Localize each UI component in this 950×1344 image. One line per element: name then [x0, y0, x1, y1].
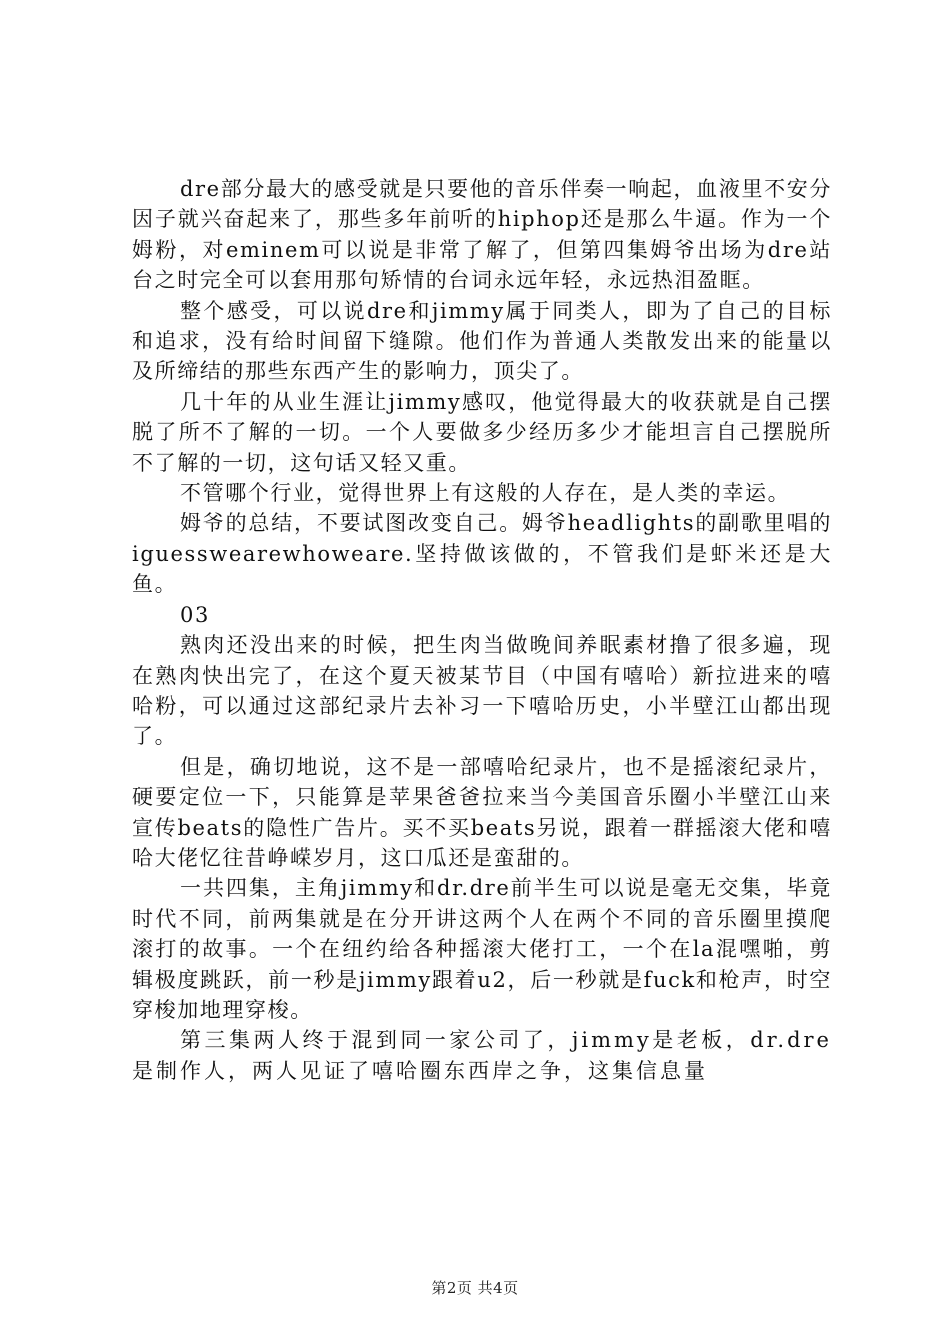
paragraph-4: 不管哪个行业，觉得世界上有这般的人存在，是人类的幸运。	[180, 481, 791, 506]
paragraph-7: 但是，确切地说，这不是一部嘻哈纪录片，也不是摇滚纪录片，硬要定位一下，只能算是苹果爸爸拉来当今美国音乐圈小半壁江山来宣传beats的隐性广告片。买不买beats另说，跟着一群摇滚大佬和嘻哈大佬忆往昔峥嵘岁月，这口瓜还是蛮甜的。	[132, 754, 832, 870]
paragraph-6: 熟肉还没出来的时候，把生肉当做晚间养眠素材撸了很多遍，现在熟肉快出完了，在这个夏天被某节目（中国有嘻哈）新拉进来的嘻哈粉，可以通过这部纪录片去补习一下嘻哈历史，小半壁江山都出现了。	[132, 633, 832, 749]
paragraph-3: 几十年的从业生涯让jimmy感叹，他觉得最大的收获就是自己摆脱了所不了解的一切。一个人要做多少经历多少才能坦言自己摆脱所不了解的一切，这句话又轻又重。	[132, 389, 832, 475]
paragraph-2: 整个感受，可以说dre和jimmy属于同类人，即为了自己的目标和追求，没有给时间留下缝隙。他们作为普通人类散发出来的能量以及所缔结的那些东西产生的影响力，顶尖了。	[132, 298, 832, 384]
document-body	[132, 174, 832, 1086]
paragraph-9: 第三集两人终于混到同一家公司了，jimmy是老板，dr.dre是制作人，两人见证了嘻哈圈东西岸之争，这集信息量	[132, 1028, 832, 1083]
paragraph-8: 一共四集，主角jimmy和dr.dre前半生可以说是毫无交集，毕竟时代不同，前两集就是在分开讲这两个人在两个不同的音乐圈里摸爬滚打的故事。一个在纽约给各种摇滚大佬打工，一个在la混嘿啪，剪辑极度跳跃，前一秒是jimmy跟着u2，后一秒就是fuck和枪声，时空穿梭加地理穿梭。	[132, 876, 832, 1022]
section-number: 03	[180, 602, 210, 627]
paragraph-5: 姆爷的总结，不要试图改变自己。姆爷headlights的副歌里唱的iguesswearewhoweare.坚持做该做的，不管我们是虾米还是大鱼。	[132, 511, 832, 597]
paragraph-1: dre部分最大的感受就是只要他的音乐伴奏一响起，血液里不安分因子就兴奋起来了，那些多年前听的hiphop还是那么牛逼。作为一个姆粉，对eminem可以说是非常了解了，但第四集姆爷出场为dre站台之时完全可以套用那句矫情的台词永远年轻，永远热泪盈眶。	[132, 177, 832, 293]
page-footer: 第2页 共4页	[431, 1279, 519, 1297]
